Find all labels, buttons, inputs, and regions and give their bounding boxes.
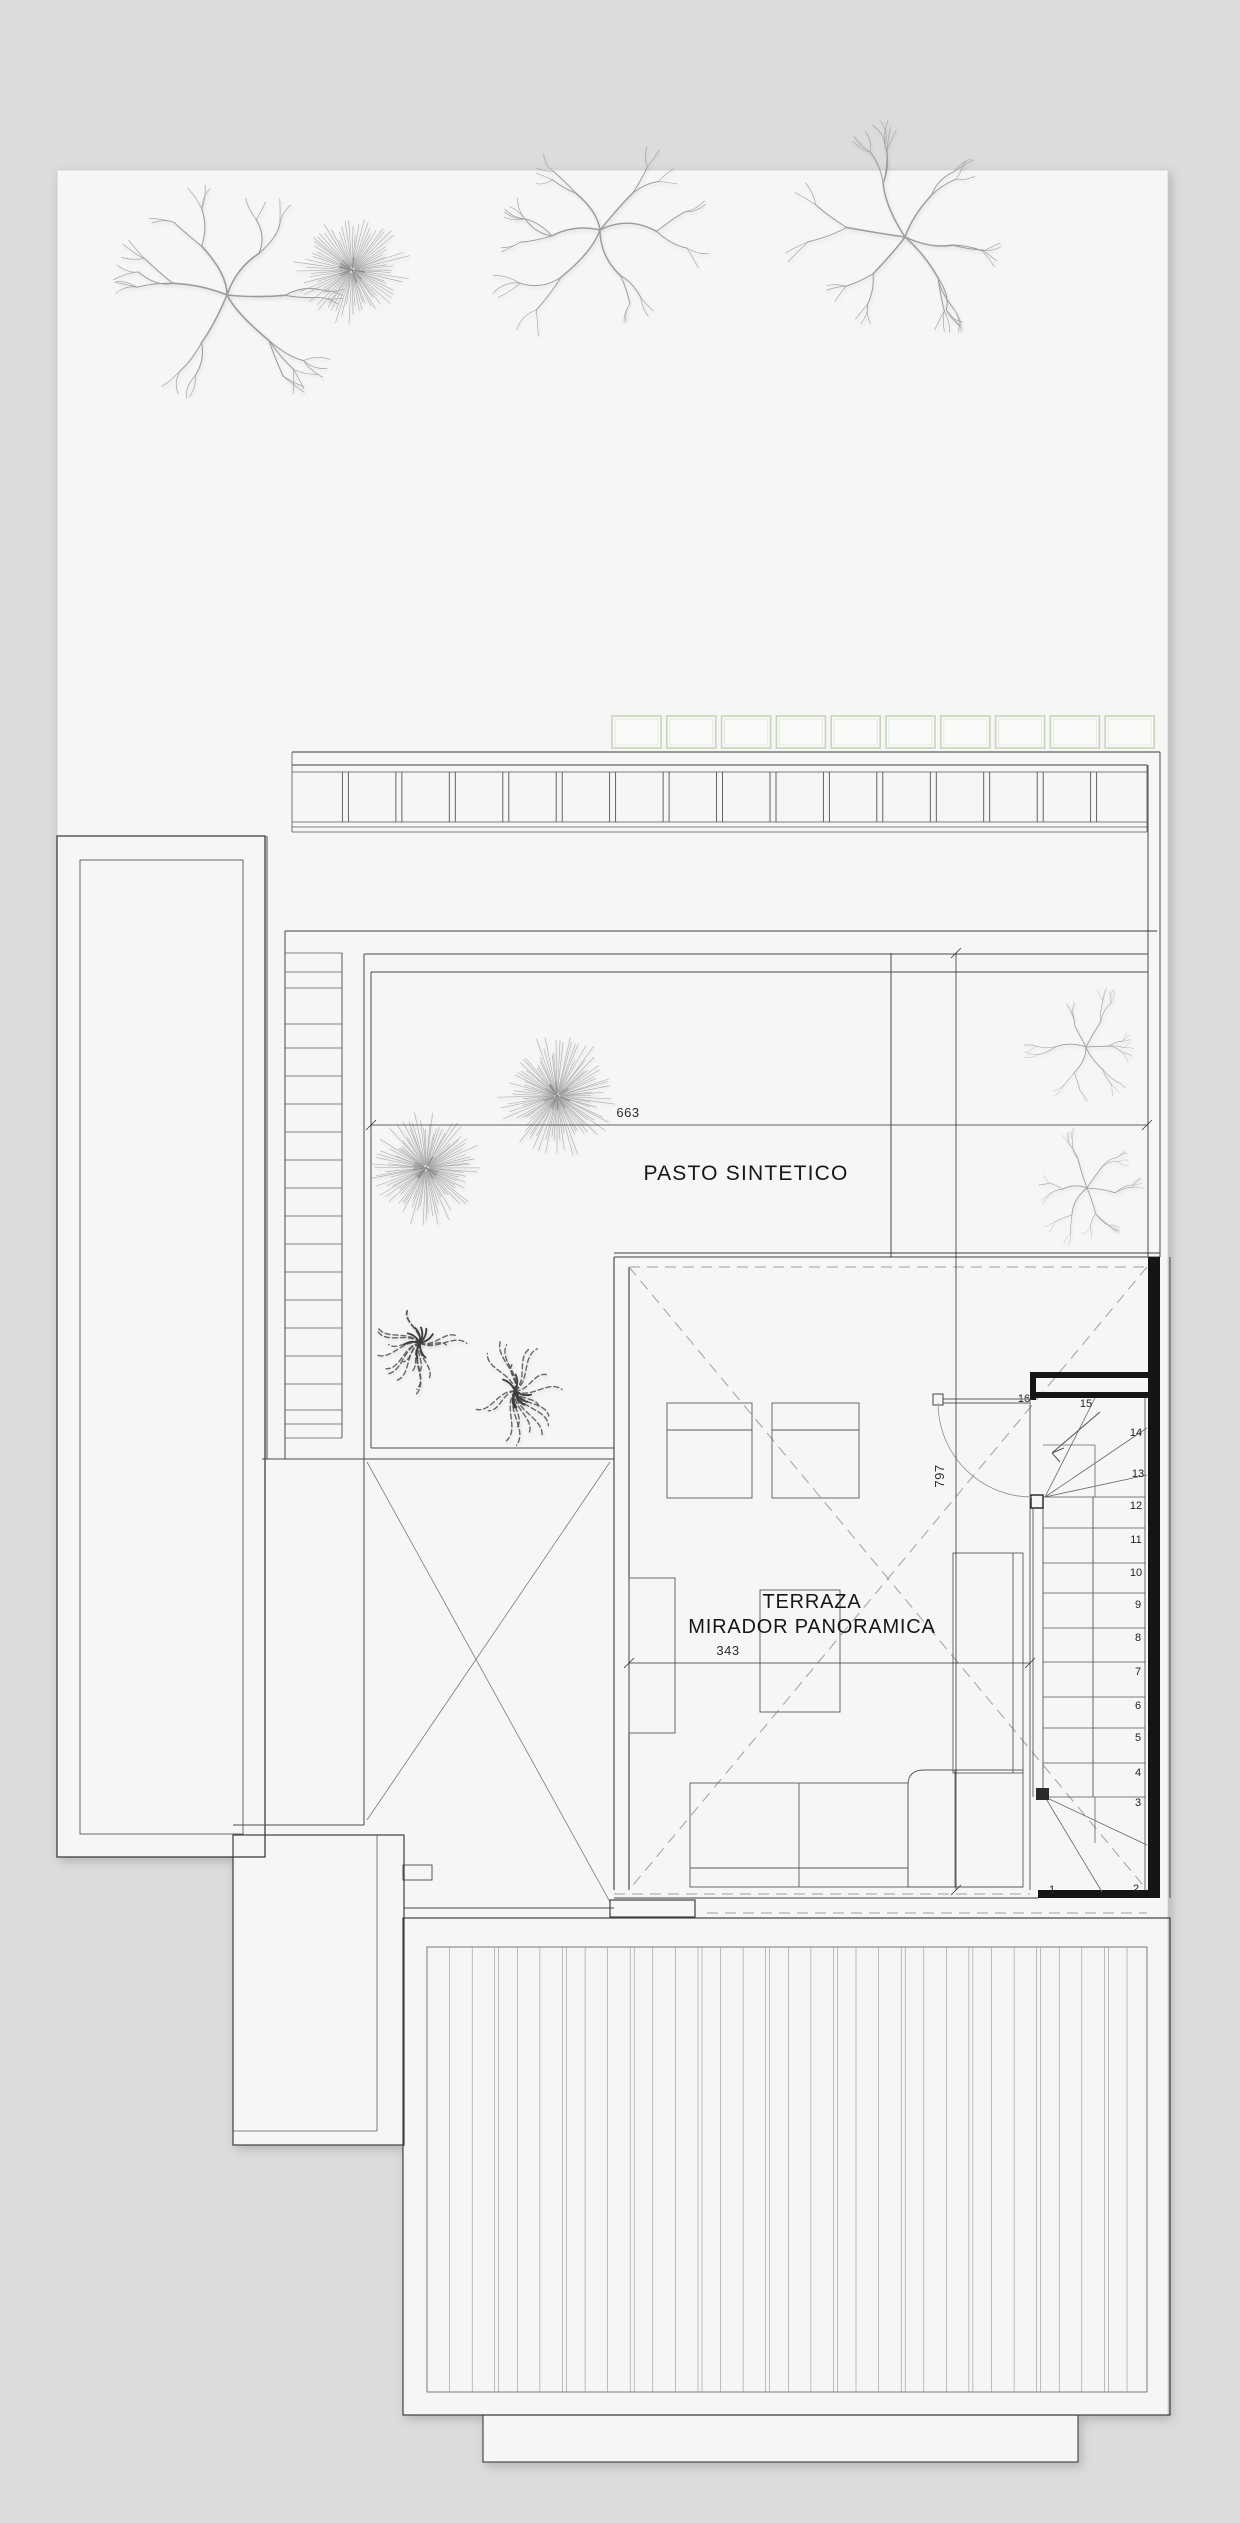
terrace-label-line2: MIRADOR PANORAMICA xyxy=(688,1616,936,1638)
planter-square xyxy=(831,716,880,748)
planter-square xyxy=(941,716,990,748)
planter-square xyxy=(722,716,771,748)
thick-niche-top xyxy=(1030,1372,1152,1378)
stair-step-number: 5 xyxy=(1134,1732,1142,1744)
planter-square xyxy=(1105,716,1154,748)
dim-text-663: 663 xyxy=(616,1105,640,1120)
tree-branch xyxy=(881,121,887,145)
planter-square xyxy=(612,716,661,748)
planter-square xyxy=(776,716,825,748)
stair-step-number: 6 xyxy=(1134,1700,1142,1712)
paper-area xyxy=(57,170,1168,2462)
stair-step-number: 14 xyxy=(1129,1427,1143,1439)
tree-branch xyxy=(544,154,554,172)
tree-branch xyxy=(873,125,885,144)
stair-step-number: 12 xyxy=(1129,1500,1143,1512)
planter-square xyxy=(886,716,935,748)
stair-step-number: 1 xyxy=(1048,1884,1056,1896)
stair-step-number: 9 xyxy=(1134,1599,1142,1611)
stair-step-number: 15 xyxy=(1079,1398,1093,1410)
tree-branch xyxy=(885,120,888,144)
planter-square xyxy=(996,716,1045,748)
stair-step-number: 4 xyxy=(1134,1767,1142,1779)
stair-step-number: 13 xyxy=(1131,1468,1145,1480)
tree-branch xyxy=(645,147,647,167)
thick-right-wall xyxy=(1148,1257,1160,1898)
building-silhouette xyxy=(57,170,1168,2462)
stair-newel-bottom xyxy=(1036,1788,1049,1800)
planter-square xyxy=(667,716,716,748)
stair-step-number: 8 xyxy=(1134,1632,1142,1644)
stair-step-number: 3 xyxy=(1134,1797,1142,1809)
stair-step-number: 7 xyxy=(1134,1666,1142,1678)
stair-step-number: 16 xyxy=(1017,1393,1031,1405)
dim-text-797: 797 xyxy=(932,1464,947,1488)
stair-newel-top xyxy=(1031,1495,1043,1508)
planter-square xyxy=(1050,716,1099,748)
dim-text-343: 343 xyxy=(716,1643,740,1658)
terrace-label-line1: TERRAZA xyxy=(762,1591,862,1613)
stair-step-number: 10 xyxy=(1129,1567,1143,1579)
grass-label: PASTO SINTETICO xyxy=(643,1162,849,1185)
stair-step-number: 11 xyxy=(1130,1534,1142,1546)
stair-step-number: 2 xyxy=(1132,1883,1140,1895)
tree-branch xyxy=(647,150,659,167)
